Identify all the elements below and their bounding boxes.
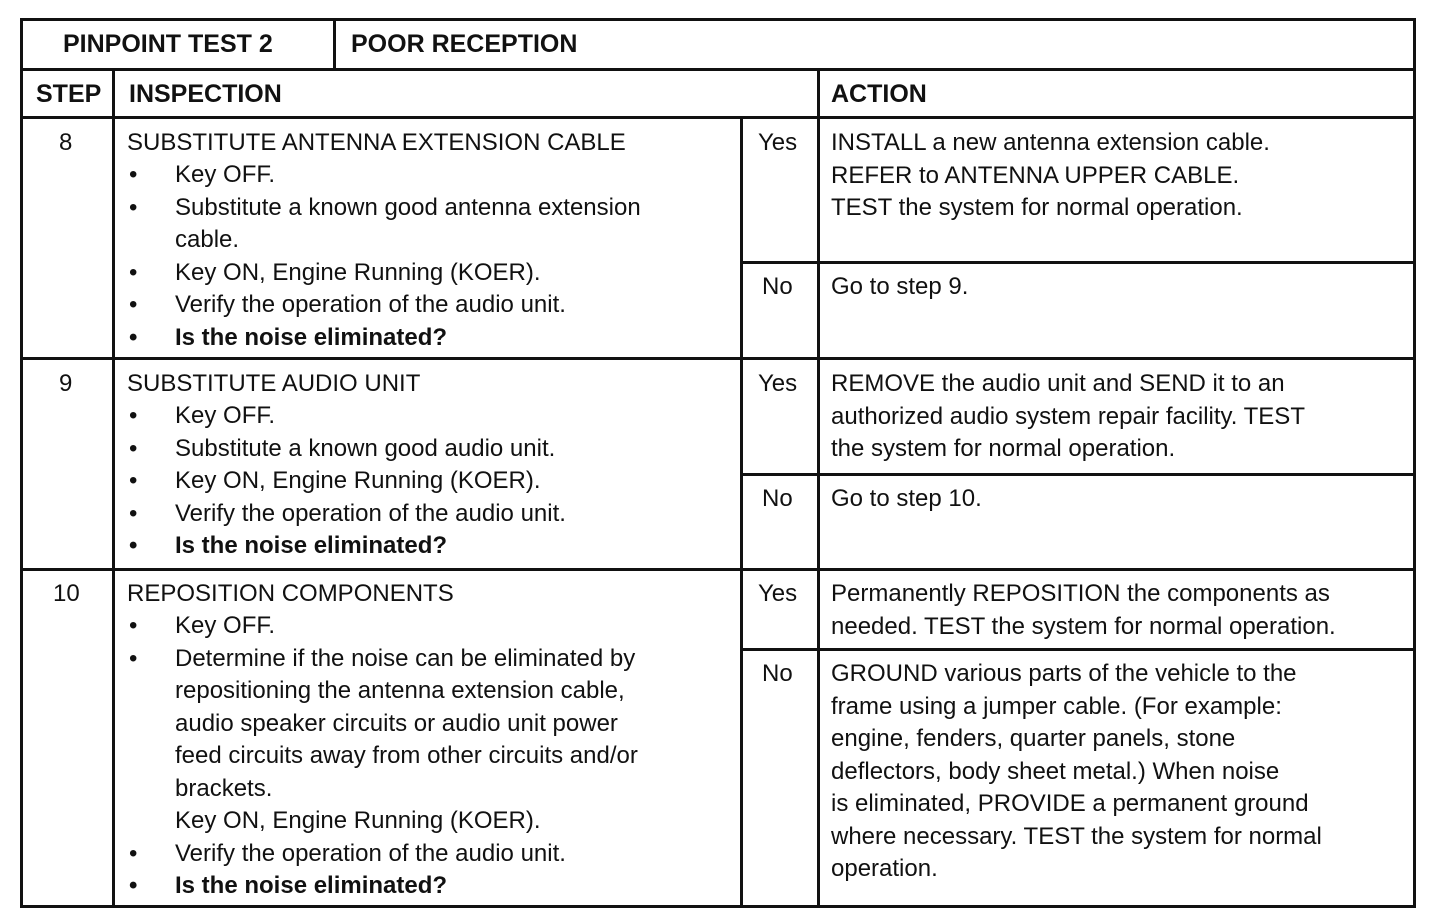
step-title: SUBSTITUTE ANTENNA EXTENSION CABLE	[127, 129, 626, 156]
step-number: 8	[59, 129, 73, 156]
rule-step10-yes-no	[740, 648, 1413, 651]
column-header-inspection: INSPECTION	[129, 80, 282, 108]
rule-step8-bottom	[23, 357, 1413, 360]
yes-action: Permanently REPOSITION the components as needed. TEST the system for normal operation.	[831, 580, 1336, 640]
inspection-item-continued: audio speaker circuits or audio unit power	[175, 709, 618, 737]
inspection-question: • Is the noise eliminated?	[127, 322, 641, 355]
rule-step9-yes-no	[740, 473, 1413, 476]
no-label: No	[762, 485, 793, 512]
inspection-item: • Determine if the noise can be eliminated by	[127, 643, 638, 676]
yes-action: REMOVE the audio unit and SEND it to an authorized audio system repair facility. TEST the system for normal operation.	[831, 370, 1305, 462]
no-action: Go to step 9.	[831, 273, 969, 300]
inspection-item: • Substitute a known good antenna extension	[127, 192, 641, 225]
test-label: PINPOINT TEST 2	[63, 30, 273, 58]
inspection-item: • Substitute a known good audio unit.	[127, 433, 566, 466]
rule-title-bottom	[23, 68, 1413, 71]
inspection-item-continued: Key ON, Engine Running (KOER).	[175, 807, 541, 834]
inspection-list	[127, 400, 566, 563]
step-number: 10	[53, 580, 80, 607]
inspection-question: • Is the noise eliminated?	[127, 530, 566, 563]
inspection-item: • Key OFF.	[127, 400, 566, 433]
rule-header-bottom	[23, 116, 1413, 119]
rule-title-divider	[333, 21, 336, 68]
inspection-item-continued: repositioning the antenna extension cable,	[175, 677, 625, 704]
test-title: POOR RECEPTION	[351, 30, 578, 58]
inspection-item: • Key ON, Engine Running (KOER).	[127, 257, 641, 290]
yes-action: INSTALL a new antenna extension cable. REFER to ANTENNA UPPER CABLE. TEST the system for normal operation.	[831, 129, 1270, 221]
no-action: Go to step 10.	[831, 485, 982, 512]
no-label: No	[762, 660, 793, 687]
step-number: 9	[59, 370, 73, 397]
step-title: REPOSITION COMPONENTS	[127, 580, 454, 607]
rule-action-column	[817, 68, 820, 905]
inspection-item-continued: cable.	[175, 226, 240, 253]
step-title: SUBSTITUTE AUDIO UNIT	[127, 370, 421, 397]
no-label: No	[762, 273, 793, 300]
inspection-item: • Verify the operation of the audio unit.	[127, 838, 638, 871]
inspection-item-continued: feed circuits away from other circuits and/or	[175, 742, 638, 769]
rule-step9-bottom	[23, 568, 1413, 571]
column-header-step: STEP	[36, 80, 102, 108]
rule-yesno-column	[740, 116, 743, 905]
yes-label: Yes	[758, 580, 798, 607]
inspection-question: • Is the noise eliminated?	[127, 870, 638, 903]
inspection-list	[127, 159, 641, 354]
rule-step8-yes-no	[740, 261, 1413, 264]
column-header-action: ACTION	[831, 80, 927, 108]
yes-label: Yes	[758, 129, 798, 156]
no-action: GROUND various parts of the vehicle to the frame using a jumper cable. (For example: engine, fenders, quarter panels, stone deflectors, body sheet metal.) When noise is eliminated, PROVIDE a permanent ground where necessary. TEST the system for normal operation.	[831, 660, 1322, 882]
yes-label: Yes	[758, 370, 798, 397]
inspection-item-continued: brackets.	[175, 774, 273, 802]
pinpoint-test-table	[20, 18, 1416, 908]
inspection-list	[127, 610, 638, 903]
inspection-item: • Verify the operation of the audio unit.	[127, 289, 641, 322]
inspection-item: • Key ON, Engine Running (KOER).	[127, 465, 566, 498]
inspection-item: • Key OFF.	[127, 610, 638, 643]
rule-step-column	[112, 68, 115, 905]
inspection-item: • Key OFF.	[127, 159, 641, 192]
inspection-item: • Verify the operation of the audio unit.	[127, 498, 566, 531]
